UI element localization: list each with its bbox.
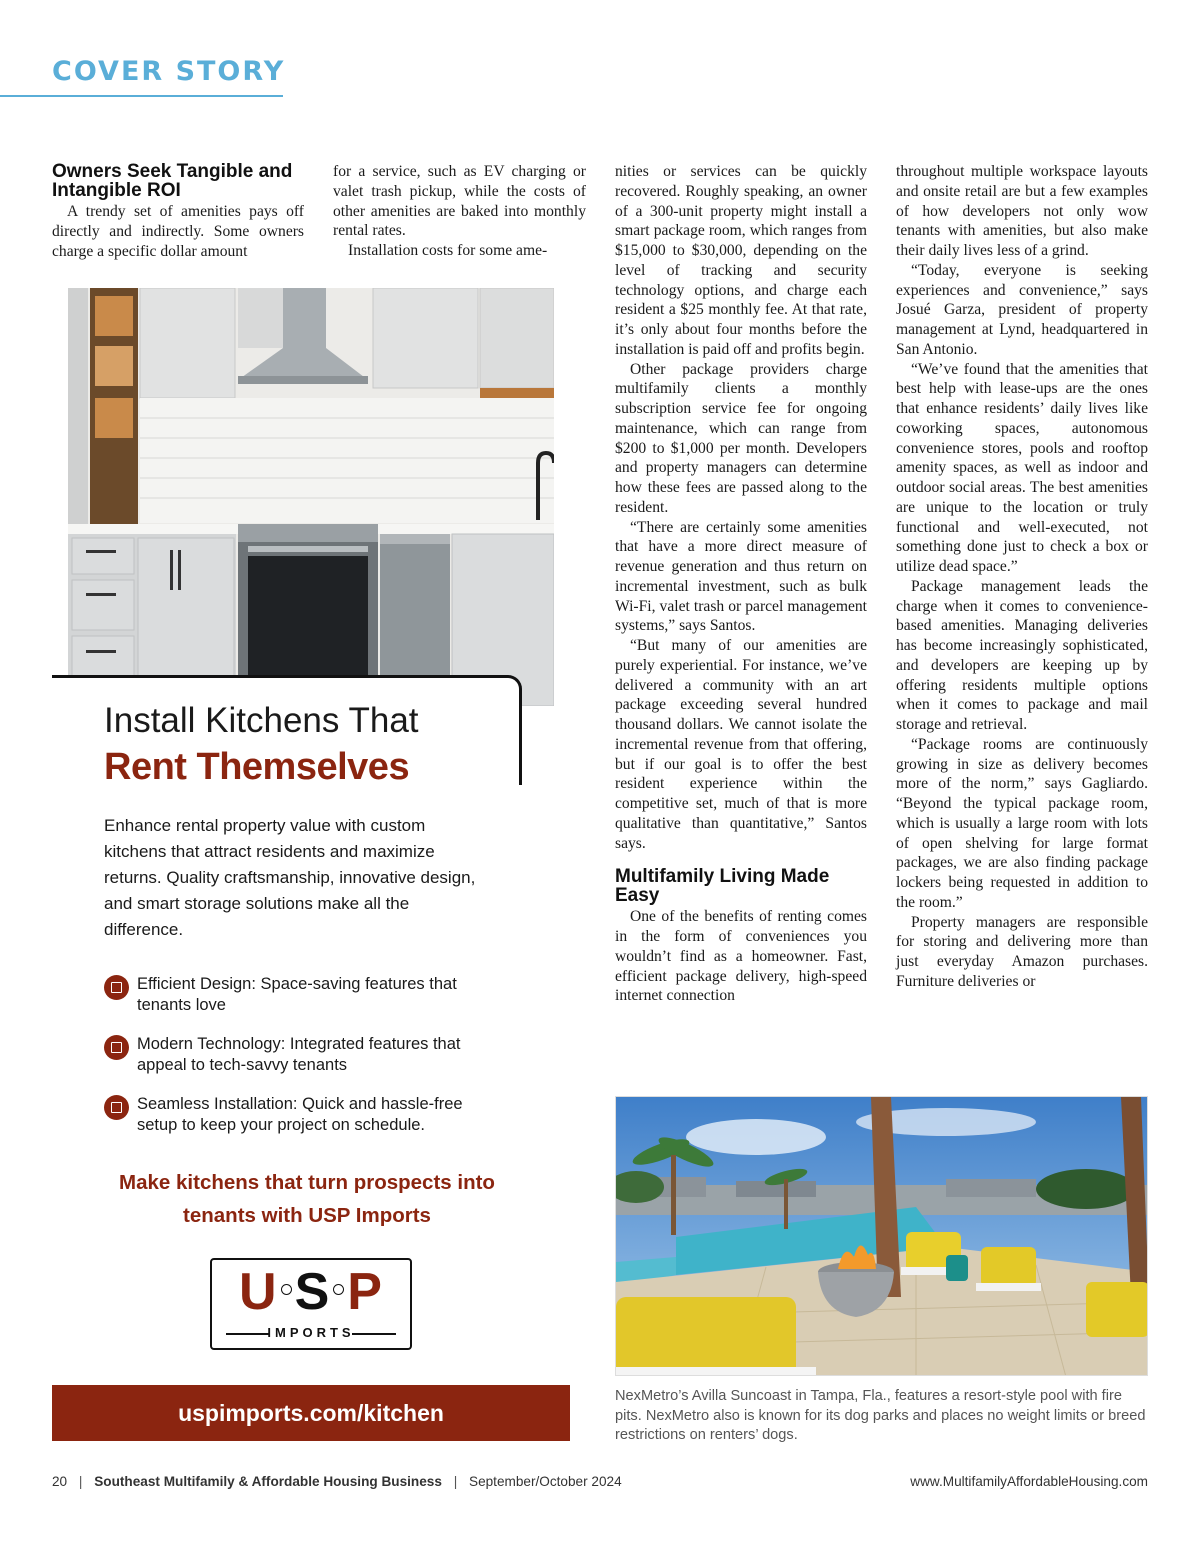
section-heading: Owners Seek Tangible and Intangible ROI [52, 161, 293, 201]
checkbox-bullet-icon [104, 1035, 129, 1060]
paragraph: Other package providers charge multifamily clients a monthly subscription service fee for ongoing maintenance, which can range from $200 to $1,000 per month. Developers and property managers can determine how these fees are passed along to the resident. [615, 360, 867, 516]
paragraph: Property managers are responsible for storing and delivering more than just everyday Amazon purchases. Furniture deliveries or [896, 913, 1148, 990]
paragraph: Installation costs for some ame- [348, 242, 548, 259]
checkbox-bullet-icon [104, 975, 129, 1000]
paragraph: “There are certainly some amenities that have a more direct measure of revenue generation and thus return on incremental investment, such as bulk Wi-Fi, valet trash or parcel management systems,” says Santos. [615, 518, 867, 635]
section-label: COVER STORY [52, 56, 286, 87]
footer-separator: | [78, 1474, 83, 1489]
website-link[interactable]: www.MultifamilyAffordableHousing.com [910, 1474, 1148, 1489]
article-column-1 [52, 162, 304, 261]
ad-feature [104, 1034, 504, 1076]
ad-feature [104, 974, 504, 1016]
ad-feature [104, 1094, 504, 1136]
kitchen-photo [68, 288, 554, 706]
ad-url-link[interactable]: uspimports.com/kitchen [52, 1385, 570, 1441]
logo-letter-p: P [347, 1263, 383, 1321]
article-column-3 [615, 162, 867, 1006]
page-footer [52, 1474, 1148, 1489]
photo-caption: NexMetro’s Avilla Suncoast in Tampa, Fla., features a resort-style pool with fire pits. NexMetro also is known for its dog parks and places no weight limits or breed restrictions on renters’ dogs. [615, 1388, 1146, 1443]
logo-letters [212, 1264, 410, 1320]
logo-letter-s: S [294, 1263, 331, 1321]
ad-body-text: Enhance rental property value with custom kitchens that attract residents and maximize returns. Quality craftsmanship, innovative design, and smart storage solutions make all the difference. [104, 816, 476, 939]
paragraph: “Today, everyone is seeking experiences and convenience,” says Josué Garza, president of property management at Lynd, headquartered in San Antonio. [896, 261, 1148, 358]
section-heading: Multifamily Living Made Easy [615, 866, 830, 907]
article-column-4 [896, 162, 1148, 992]
section-rule [0, 95, 283, 97]
ad-feature-list [104, 974, 504, 1154]
paragraph: One of the benefits of renting comes in the form of conveniences you wouldn’t find as a homeowner. Fast, efficient package delivery, high-speed internet connection [615, 908, 867, 1005]
publication-name: Southeast Multifamily & Affordable Housing Business [94, 1474, 442, 1489]
ad-title-line1: Install Kitchens That [104, 701, 419, 740]
ad-feature-text: Efficient Design: Space-saving features that tenants love [137, 975, 457, 1014]
paragraph: A trendy set of amenities pays off directly and indirectly. Some owners charge a specific dollar amount [52, 203, 304, 260]
paragraph: nities or services can be quickly recovered. Roughly speaking, an owner of a 300-unit property might install a smart package room, which ranges from $15,000 to $30,000, depending on the level of tracking and security technology options, and charge each resident a $25 monthly fee. At that rate, it’s only about four months before the installation is paid off and profits begin. [615, 163, 867, 358]
paragraph: “Package rooms are continuously growing in size as delivery becomes more of the norm,” says Gagliardo. “Beyond the typical package room, which is usually a large room with lots of open shelving for large format packages, we are also finding package lockers being requested in addition to the room.” [896, 735, 1148, 911]
footer-separator: | [453, 1474, 458, 1489]
usp-imports-logo [210, 1258, 412, 1350]
pool-photo [615, 1096, 1148, 1376]
paragraph: “We’ve found that the amenities that best help with lease-ups are the ones that enhance residents’ daily lives like coworking spaces, autonomous convenience stores, pools and rooftop amenity spaces, as well as indoor and outdoor social areas. The best amenities are unique to the location or truly functional and well-executed, not something done just to check a box or utilize dead space.” [896, 360, 1148, 575]
paragraph: for a service, such as EV charging or valet trash pickup, while the costs of other amenities are baked into monthly rental rates. [333, 163, 586, 240]
logo-subtitle: IMPORTS [267, 1325, 355, 1340]
ad-call-to-action: Make kitchens that turn prospects into tenants with USP Imports [119, 1171, 495, 1227]
logo-dot-icon [333, 1284, 344, 1295]
page-number: 20 [52, 1474, 68, 1489]
ad-feature-text: Seamless Installation: Quick and hassle-free setup to keep your project on schedule. [137, 1095, 463, 1134]
paragraph: throughout multiple workspace layouts and onsite retail are but a few examples of how developers not only wow tenants with amenities, but also make their daily lives less of a grind. [896, 163, 1148, 259]
usp-imports-ad [52, 286, 572, 1446]
paragraph: Package management leads the charge when it comes to convenience-based amenities. Managing deliveries has become increasingly sophisticated, and developers are keeping up by offering residents multiple options when it comes to package and mail storage and retrieval. [896, 577, 1148, 733]
checkbox-bullet-icon [104, 1095, 129, 1120]
article-column-2 [333, 162, 586, 261]
issue-date: September/October 2024 [469, 1474, 622, 1489]
ad-feature-text: Modern Technology: Integrated features that appeal to tech-savvy tenants [137, 1035, 461, 1074]
logo-letter-u: U [239, 1263, 278, 1321]
ad-title-line2: Rent Themselves [104, 746, 410, 788]
logo-dot-icon [281, 1284, 292, 1295]
paragraph: “But many of our amenities are purely experiential. For instance, we’ve delivered a community with an art package exceeding several hundred thousand dollars. We cannot isolate the incremental revenue from that offering, but if our goal is to offer the best resident experience within the competitive set, much of that is more qualitative than quantitative,” Santos says. [615, 637, 867, 852]
